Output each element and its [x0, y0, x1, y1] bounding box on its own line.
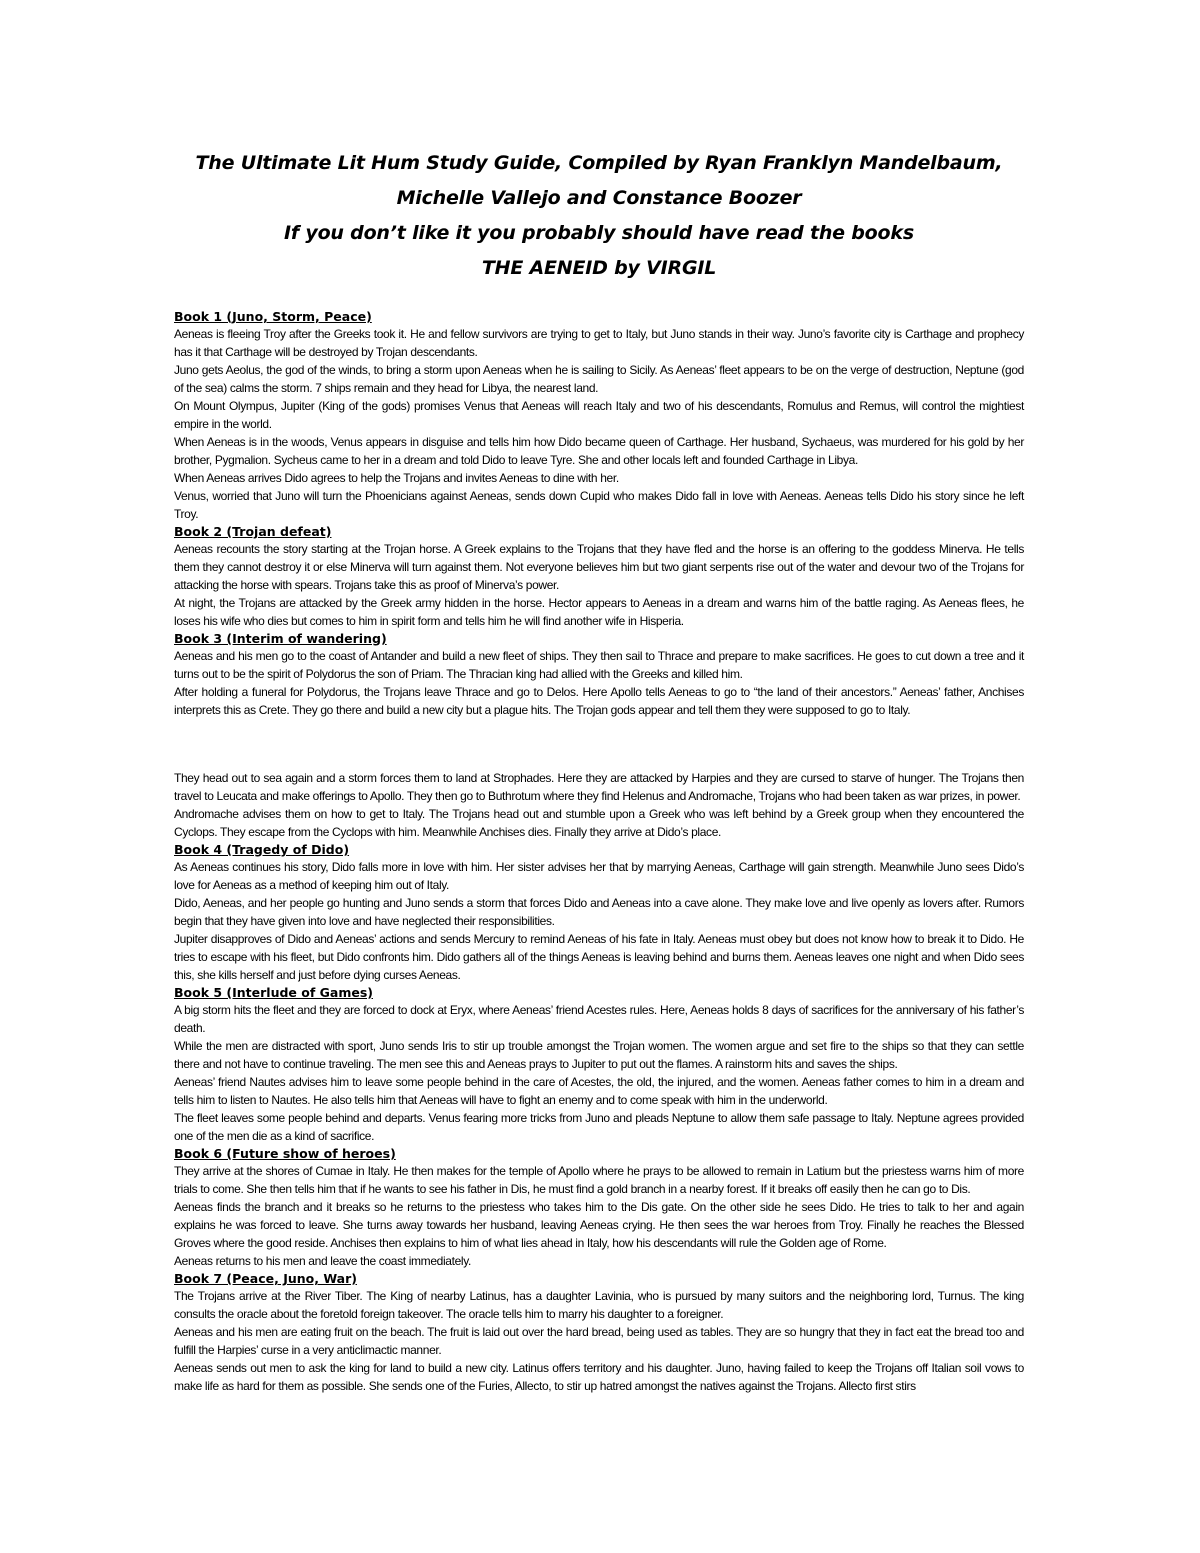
- summary-paragraph: They head out to sea again and a storm forces them to land at Strophades. Here they are attacked by Harpies and they are cursed to starve of hunger. The Trojans then travel to Leucata and make offerings to Apollo. They then go to Buthrotum where they find Helenus and Andromache, Trojans who had been taken as war prizes, in power.: [174, 771, 1024, 803]
- summary-paragraph: When Aeneas arrives Dido agrees to help the Trojans and invites Aeneas to dine with her.: [174, 471, 619, 485]
- summary-paragraph: When Aeneas is in the woods, Venus appears in disguise and tells him how Dido became queen of Carthage. Her husband, Sychaeus, was murdered for his gold by her brother, Pygmalion. Sycheus came to her in a dream and told Dido to leave Tyre. She and other locals left and founded Carthage in Libya.: [174, 435, 1024, 467]
- summary-paragraph: Aeneas is fleeing Troy after the Greeks took it. He and fellow survivors are trying to get to Italy, but Juno stands in their way. Juno’s favorite city is Carthage and prophecy has it that Carthage will be destroyed by Trojan descendants.: [174, 327, 1024, 359]
- summary-paragraph: Aeneas returns to his men and leave the coast immediately.: [174, 1254, 471, 1268]
- title-block: [174, 146, 1024, 286]
- blank-line: [174, 735, 1024, 753]
- book-heading: Book 5 (Interlude of Games): [174, 985, 373, 1000]
- book-sections: [174, 308, 1024, 1395]
- summary-paragraph: After holding a funeral for Polydorus, the Trojans leave Thrace and go to Delos. Here Apollo tells Aeneas to go to “the land of their ancestors.” Aeneas’ father, Anchises interprets this as Crete. They go there and build a new city but a plague hits. The Trojan gods appear and tell them they were supposed to go to Italy.: [174, 685, 1024, 717]
- book-heading: Book 2 (Trojan defeat): [174, 524, 332, 539]
- summary-paragraph: The Trojans arrive at the River Tiber. The King of nearby Latinus, has a daughter Lavinia, who is pursued by many suitors and the neighboring lord, Turnus. The king consults the oracle about the foretold foreign takeover. The oracle tells him to marry his daughter to a foreigner.: [174, 1289, 1024, 1321]
- document-title: The Ultimate Lit Hum Study Guide, Compiled by Ryan Franklyn Mandelbaum,: [195, 152, 1003, 174]
- book-heading: Book 4 (Tragedy of Dido): [174, 842, 350, 857]
- summary-paragraph: On Mount Olympus, Jupiter (King of the gods) promises Venus that Aeneas will reach Italy and two of his descendants, Romulus and Remus, will control the mightiest empire in the world.: [174, 399, 1024, 431]
- book-heading: Book 3 (Interim of wandering): [174, 631, 387, 646]
- summary-paragraph: Aeneas recounts the story starting at the Trojan horse. A Greek explains to the Trojans that they have fled and the horse is an offering to the goddess Minerva. He tells them they cannot destroy it or else Minerva will turn against them. Not everyone believes him but two giant serpents rise out of the water and devour two of the Trojans for attacking the horse with spears. Trojans take this as proof of Minerva’s power.: [174, 542, 1024, 592]
- book-heading: Book 7 (Peace, Juno, War): [174, 1271, 357, 1286]
- document-authors: Michelle Vallejo and Constance Boozer: [396, 187, 802, 209]
- book-heading: Book 6 (Future show of heroes): [174, 1146, 396, 1161]
- summary-paragraph: As Aeneas continues his story, Dido falls more in love with him. Her sister advises her that by marrying Aeneas, Carthage will gain strength. Meanwhile Juno sees Dido’s love for Aeneas as a method of keeping him out of Italy.: [174, 860, 1024, 892]
- summary-paragraph: Aeneas’ friend Nautes advises him to leave some people behind in the care of Acestes, the old, the injured, and the women. Aeneas father comes to him in a dream and tells him to listen to Nautes. He also tells him that Aeneas will have to fight an enemy and to come speak with him in the underworld.: [174, 1075, 1024, 1107]
- summary-paragraph: The fleet leaves some people behind and departs. Venus fearing more tricks from Juno and pleads Neptune to allow them safe passage to Italy. Neptune agrees provided one of the men die as a kind of sacrifice.: [174, 1111, 1024, 1143]
- document-tagline: If you don’t like it you probably should have read the books: [284, 222, 914, 244]
- summary-paragraph: Juno gets Aeolus, the god of the winds, to bring a storm upon Aeneas when he is sailing to Sicily. As Aeneas’ fleet appears to be on the verge of destruction, Neptune (god of the sea) calms the storm. 7 ships remain and they head for Libya, the nearest land.: [174, 363, 1024, 395]
- summary-paragraph: Andromache advises them on how to get to Italy. The Trojans head out and stumble upon a Greek who was left behind by a Greek group when they encountered the Cyclops. They escape from the Cyclops with him. Meanwhile Anchises dies. Finally they arrive at Dido’s place.: [174, 807, 1024, 839]
- summary-paragraph: Aeneas and his men go to the coast of Antander and build a new fleet of ships. They then sail to Thrace and prepare to make sacrifices. He goes to cut down a tree and it turns out to be the spirit of Polydorus the son of Priam. The Thracian king had allied with the Greeks and killed him.: [174, 649, 1024, 681]
- summary-paragraph: While the men are distracted with sport, Juno sends Iris to stir up trouble amongst the Trojan women. The women argue and set fire to the ships so that they can settle there and not have to continue traveling. The men see this and Aeneas prays to Jupiter to put out the flames. A rainstorm hits and saves the ships.: [174, 1039, 1024, 1071]
- document-page: [174, 146, 1024, 1395]
- summary-paragraph: Aeneas finds the branch and it breaks so he returns to the priestess who takes him to the Dis gate. On the other side he sees Dido. He tries to talk to her and again explains he was forced to leave. She turns away towards her husband, leaving Aeneas crying. He then sees the war heroes from Troy. Finally he reaches the Blessed Groves where the good reside. Anchises then explains to him of what lies ahead in Italy, how his descendants will rule the Golden age of Rome.: [174, 1200, 1024, 1250]
- summary-paragraph: Venus, worried that Juno will turn the Phoenicians against Aeneas, sends down Cupid who makes Dido fall in love with Aeneas. Aeneas tells Dido his story since he left Troy.: [174, 489, 1024, 521]
- summary-paragraph: They arrive at the shores of Cumae in Italy. He then makes for the temple of Apollo where he prays to be allowed to remain in Latium but the priestess warns him of more trials to come. She then tells him that if he wants to see his father in Dis, he must find a gold branch in a nearby forest. If it breaks off easily then he can go to Dis.: [174, 1164, 1024, 1196]
- summary-paragraph: A big storm hits the fleet and they are forced to dock at Eryx, where Aeneas’ friend Acestes rules. Here, Aeneas holds 8 days of sacrifices for the anniversary of his father’s death.: [174, 1003, 1024, 1035]
- book-heading: Book 1 (Juno, Storm, Peace): [174, 309, 372, 324]
- summary-paragraph: Aeneas sends out men to ask the king for land to build a new city. Latinus offers territory and his daughter. Juno, having failed to keep the Trojans off Italian soil vows to make life as hard for them as possible. She sends one of the Furies, Allecto, to stir up hatred amongst the natives against the Trojans. Allecto first stirs: [174, 1361, 1024, 1393]
- summary-paragraph: Jupiter disapproves of Dido and Aeneas’ actions and sends Mercury to remind Aeneas of his fate in Italy. Aeneas must obey but does not know how to break it to Dido. He tries to escape with his fleet, but Dido confronts him. Dido gathers all of the things Aeneas is leaving behind and burns them. Aeneas leaves one night and when Dido sees this, she kills herself and just before dying curses Aeneas.: [174, 932, 1024, 982]
- work-title: THE AENEID by VIRGIL: [481, 257, 717, 279]
- summary-paragraph: Aeneas and his men are eating fruit on the beach. The fruit is laid out over the hard bread, being used as tables. They are so hungry that they in fact eat the bread too and fulfill the Harpies’ curse in a very anticlimactic manner.: [174, 1325, 1024, 1357]
- summary-paragraph: Dido, Aeneas, and her people go hunting and Juno sends a storm that forces Dido and Aeneas into a cave alone. They make love and live openly as lovers after. Rumors begin that they have given into love and have neglected their responsibilities.: [174, 896, 1024, 928]
- summary-paragraph: At night, the Trojans are attacked by the Greek army hidden in the horse. Hector appears to Aeneas in a dream and warns him of the battle raging. As Aeneas flees, he loses his wife who dies but comes to him in spirit form and tells him he will find another wife in Hisperia.: [174, 596, 1024, 628]
